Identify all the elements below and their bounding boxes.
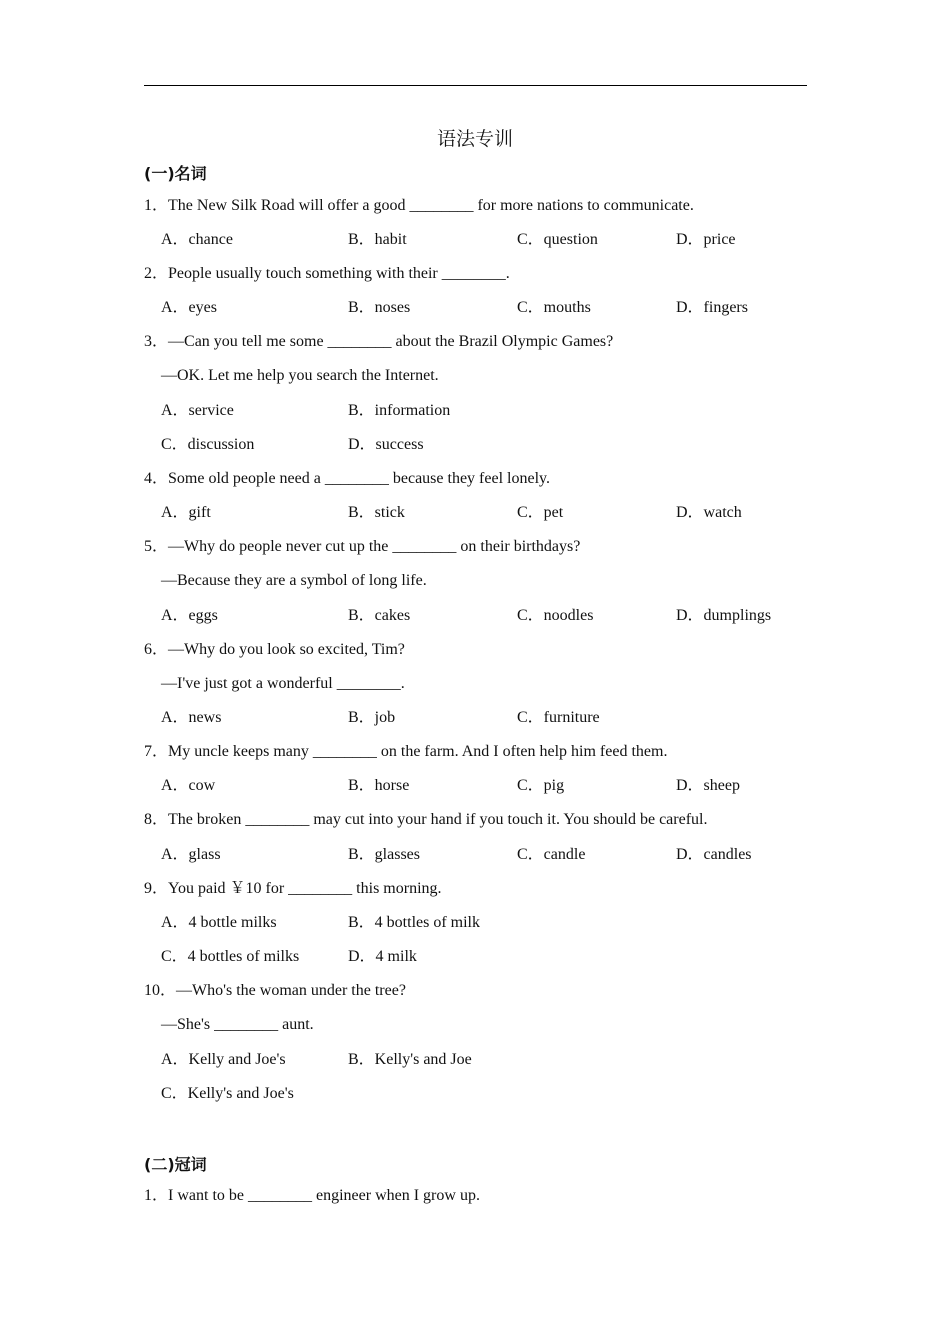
question-3: 3．—Can you tell me some ________ about the Brazil Olympic Games? — [144, 333, 614, 350]
option-1b[interactable]: B．habit — [348, 231, 407, 248]
question-5-reply: —Because they are a symbol of long life. — [161, 572, 427, 589]
question-1: 1．The New Silk Road will offer a good ________ for more nations to communicate. — [144, 197, 694, 214]
question-6: 6．—Why do you look so excited, Tim? — [144, 641, 405, 658]
option-2a[interactable]: A．eyes — [161, 299, 217, 316]
question-10: 10．—Who's the woman under the tree? — [144, 982, 406, 999]
option-9c[interactable]: C．4 bottles of milks — [161, 948, 300, 965]
option-3b[interactable]: B．information — [348, 402, 451, 419]
option-4d[interactable]: D．watch — [676, 504, 742, 521]
option-8c[interactable]: C．candle — [517, 846, 586, 863]
question-3-reply: —OK. Let me help you search the Internet. — [161, 367, 439, 384]
option-4b[interactable]: B．stick — [348, 504, 405, 521]
question-10-reply: —She's ________ aunt. — [161, 1016, 314, 1033]
option-9b[interactable]: B．4 bottles of milk — [348, 914, 481, 931]
option-6c[interactable]: C．furniture — [517, 709, 600, 726]
section-heading-articles: (二)冠词 — [144, 1155, 207, 1174]
question-7: 7．My uncle keeps many ________ on the farm. And I often help him feed them. — [144, 743, 668, 760]
option-6b[interactable]: B．job — [348, 709, 396, 726]
option-5c[interactable]: C．noodles — [517, 607, 594, 624]
option-8b[interactable]: B．glasses — [348, 846, 421, 863]
option-1d[interactable]: D．price — [676, 231, 736, 248]
option-7b[interactable]: B．horse — [348, 777, 410, 794]
option-6a[interactable]: A．news — [161, 709, 222, 726]
option-3c[interactable]: C．discussion — [161, 436, 255, 453]
question-5: 5．—Why do people never cut up the ________ on their birthdays? — [144, 538, 581, 555]
option-4c[interactable]: C．pet — [517, 504, 564, 521]
page-title: 语法专训 — [436, 128, 513, 150]
option-7c[interactable]: C．pig — [517, 777, 565, 794]
header-rule — [144, 85, 807, 86]
section-heading-nouns: (一)名词 — [144, 164, 207, 183]
option-8a[interactable]: A．glass — [161, 846, 221, 863]
articles-question-1: 1．I want to be ________ engineer when I grow up. — [144, 1187, 480, 1204]
option-5b[interactable]: B．cakes — [348, 607, 411, 624]
question-9: 9．You paid ￥10 for ________ this morning. — [144, 880, 442, 897]
option-1a[interactable]: A．chance — [161, 231, 233, 248]
option-5d[interactable]: D．dumplings — [676, 607, 772, 624]
question-2: 2．People usually touch something with their ________. — [144, 265, 510, 282]
option-2b[interactable]: B．noses — [348, 299, 411, 316]
option-5a[interactable]: A．eggs — [161, 607, 218, 624]
option-3a[interactable]: A．service — [161, 402, 234, 419]
option-1c[interactable]: C．question — [517, 231, 598, 248]
option-9a[interactable]: A．4 bottle milks — [161, 914, 277, 931]
option-10c[interactable]: C．Kelly's and Joe's — [161, 1085, 294, 1102]
option-7a[interactable]: A．cow — [161, 777, 216, 794]
option-2d[interactable]: D．fingers — [676, 299, 748, 316]
option-10a[interactable]: A．Kelly and Joe's — [161, 1051, 286, 1068]
question-8: 8．The broken ________ may cut into your hand if you touch it. You should be careful. — [144, 811, 708, 828]
question-4: 4．Some old people need a ________ because they feel lonely. — [144, 470, 550, 487]
option-8d[interactable]: D．candles — [676, 846, 752, 863]
option-10b[interactable]: B．Kelly's and Joe — [348, 1051, 472, 1068]
option-2c[interactable]: C．mouths — [517, 299, 591, 316]
question-6-reply: —I've just got a wonderful ________. — [161, 675, 405, 692]
option-3d[interactable]: D．success — [348, 436, 424, 453]
option-9d[interactable]: D．4 milk — [348, 948, 417, 965]
option-4a[interactable]: A．gift — [161, 504, 211, 521]
option-7d[interactable]: D．sheep — [676, 777, 740, 794]
